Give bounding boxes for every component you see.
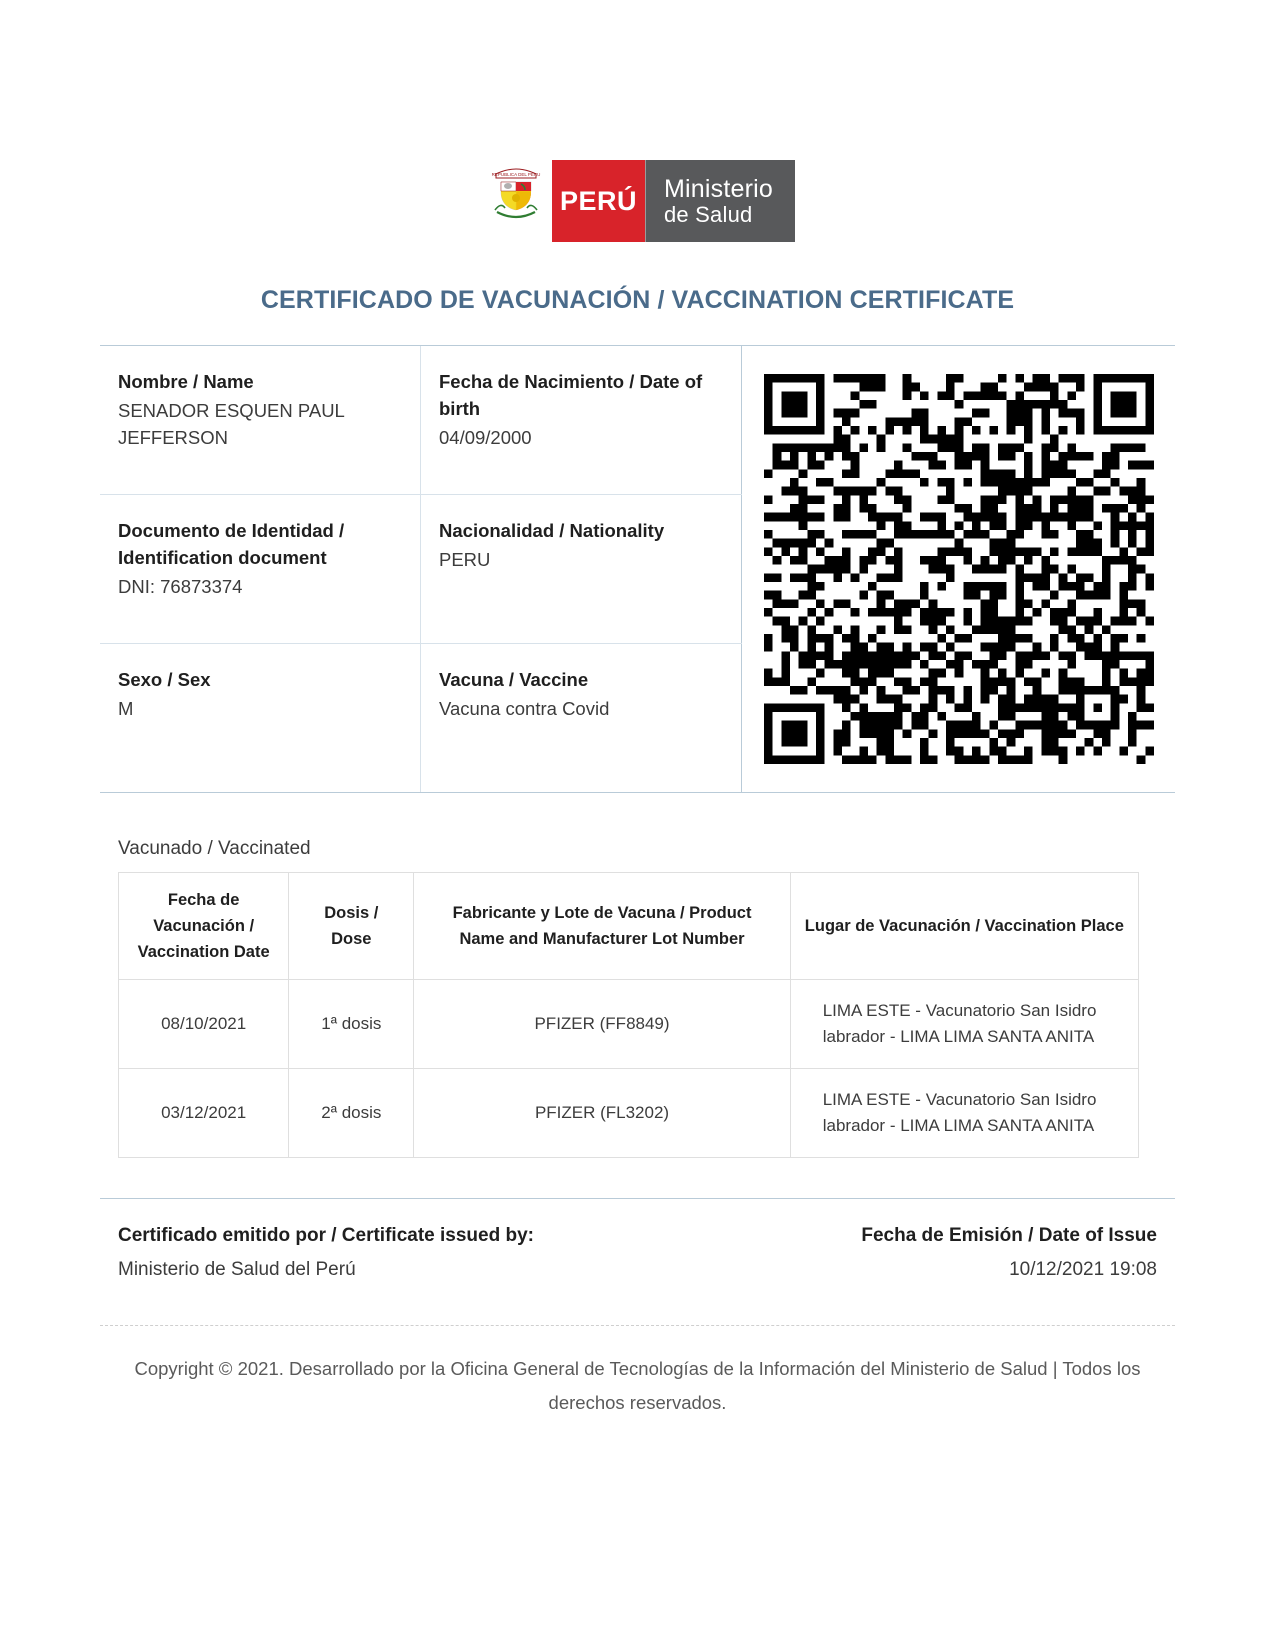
field-name-label: Nombre / Name [118, 371, 254, 392]
field-sex-label: Sexo / Sex [118, 669, 211, 690]
cell-date: 03/12/2021 [119, 1069, 289, 1158]
issue-date [861, 1221, 1157, 1285]
field-vaccine-value: Vacuna contra Covid [439, 698, 610, 719]
cell-date: 08/10/2021 [119, 980, 289, 1069]
field-name [100, 346, 421, 494]
field-nationality [421, 495, 742, 643]
vaccinated-caption: Vacunado / Vaccinated [118, 838, 311, 859]
field-vaccine [421, 644, 742, 792]
holder-info-table [100, 345, 1175, 793]
svg-text:REPUBLICA DEL PERU: REPUBLICA DEL PERU [491, 172, 541, 177]
field-birthdate-value: 04/09/2000 [439, 427, 532, 448]
info-row [100, 495, 742, 644]
col-header-place: Lugar de Vacunación / Vaccination Place [790, 873, 1138, 980]
minsa-logo [480, 160, 795, 242]
issue-date-label: Fecha de Emisión / Date of Issue [861, 1225, 1157, 1246]
cell-place: LIMA ESTE - Vacunatorio San Isidro labrador - LIMA LIMA SANTA ANITA [790, 1069, 1138, 1158]
qr-code-cell [742, 346, 1175, 792]
qr-code-icon [764, 374, 1154, 764]
issuer-block [100, 1199, 1175, 1285]
copyright-text: Copyright © 2021. Desarrollado por la Oficina General de Tecnologías de la Información del Ministerio de Salud | Todos los derechos reservados. [134, 1358, 1141, 1413]
ministry-wordmark [645, 160, 795, 242]
field-sex-value: M [118, 698, 134, 719]
col-header-date: Fecha de Vacunación / Vaccination Date [119, 873, 289, 980]
table-row [119, 980, 1139, 1069]
footer-divider [100, 1325, 1175, 1326]
ministry-line-1: Ministerio [664, 174, 773, 203]
vaccination-table [118, 872, 1139, 1158]
table-row [119, 1069, 1139, 1158]
field-sex [100, 644, 421, 792]
field-birthdate-label: Fecha de Nacimiento / Date of birth [439, 371, 703, 419]
info-row [100, 644, 742, 792]
field-name-value: SENADOR ESQUEN PAUL JEFFERSON [118, 400, 345, 448]
field-birthdate [421, 346, 742, 494]
peru-coat-of-arms-icon [480, 160, 552, 242]
ministry-line-2: de Salud [664, 201, 753, 227]
field-nationality-label: Nacionalidad / Nationality [439, 520, 665, 541]
issue-date-value: 10/12/2021 19:08 [1009, 1259, 1157, 1280]
cell-product: PFIZER (FL3202) [414, 1069, 790, 1158]
field-document-value: DNI: 76873374 [118, 576, 243, 597]
issued-by-label: Certificado emitido por / Certificate issued by: [118, 1225, 534, 1246]
table-header-row [119, 873, 1139, 980]
cell-product: PFIZER (FF8849) [414, 980, 790, 1069]
issued-by [118, 1221, 534, 1285]
info-row [100, 346, 742, 495]
cell-dose: 2ª dosis [289, 1069, 414, 1158]
cell-place: LIMA ESTE - Vacunatorio San Isidro labrador - LIMA LIMA SANTA ANITA [790, 980, 1138, 1069]
field-nationality-value: PERU [439, 549, 491, 570]
cell-dose: 1ª dosis [289, 980, 414, 1069]
page-title: CERTIFICADO DE VACUNACIÓN / VACCINATION CERTIFICATE [260, 286, 1015, 314]
peru-wordmark-text: PERÚ [559, 185, 637, 216]
holder-info-fields [100, 346, 742, 792]
col-header-dose: Dosis / Dose [289, 873, 414, 980]
header-logo-area [100, 0, 1175, 242]
field-vaccine-label: Vacuna / Vaccine [439, 669, 589, 690]
issued-by-value: Ministerio de Salud del Perú [118, 1259, 356, 1280]
col-header-product: Fabricante y Lote de Vacuna / Product Name and Manufacturer Lot Number [414, 873, 790, 980]
field-document-label: Documento de Identidad / Identification document [118, 520, 345, 568]
field-document [100, 495, 421, 643]
peru-wordmark [552, 160, 645, 242]
